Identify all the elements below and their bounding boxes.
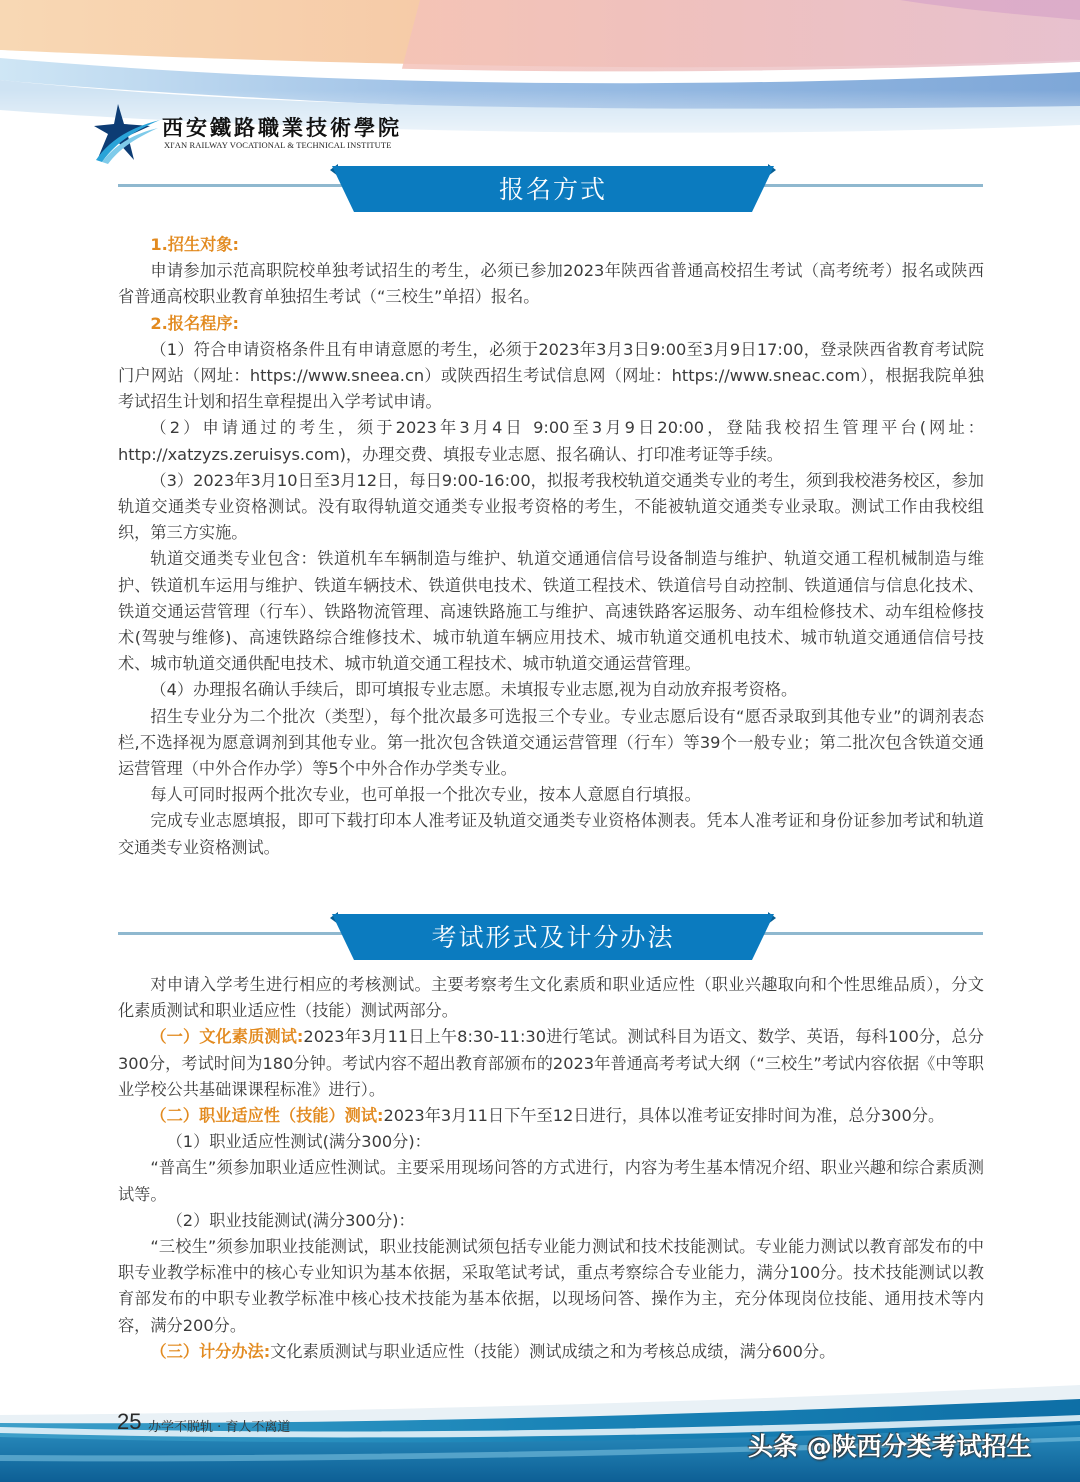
- section-ribbon: [330, 162, 776, 212]
- paragraph: 轨道交通类专业包含：铁道机车车辆制造与维护、轨道交通通信信号设备制造与维护、轨道交通工程机械制造与维护、铁道机车运用与维护、铁道车辆技术、铁道供电技术、铁道工程技术、铁道信号自动控制、铁道通信与信息化技术、铁道交通运营管理（行车）、铁路物流管理、高速铁路施工与维护、高速铁路客运服务、动车组检修技术、动车组检修技术(驾驶与维修)、高速铁路综合维修技术、城市轨道车辆应用技术、城市轨道交通机电技术、城市轨道交通通信信号技术、城市轨道交通供配电技术、城市轨道交通工程技术、城市轨道交通运营管理。: [118, 549, 984, 674]
- footer-slogan: 办学不脱轨 · 育人不离道: [148, 1420, 291, 1435]
- paragraph: “三校生”须参加职业技能测试，职业技能测试须包括专业能力测试和技术技能测试。专业能力测试以教育部发布的中职专业教学标准中的核心专业知识为基本依据，采取笔试考试，重点考察综合专业能力，满分100分。技术技能测试以教育部发布的中职专业教学标准中核心技术技能为基本依据，以现场问答、操作为主，充分体现岗位技能、通用技术等内容，满分200分。: [118, 1237, 984, 1335]
- paragraph: 申请参加示范高职院校单独考试招生的考生，必须已参加2023年陕西省普通高校招生考试（高考统考）报名或陕西省普通高校职业教育单独招生考试（“三校生”单招）报名。: [118, 261, 984, 307]
- page-number: 25: [117, 1409, 142, 1434]
- logo-english-name: XI'AN RAILWAY VOCATIONAL & TECHNICAL INSTITUTE: [164, 140, 392, 150]
- subheading-vocational-aptitude: （1）职业适应性测试(满分300分)：: [166, 1132, 431, 1152]
- section-title: 报名方式: [498, 175, 607, 204]
- source-watermark: 头条 @陕西分类考试招生: [748, 1432, 1032, 1461]
- paragraph: （2）申请通过的考生，须于2023年3月4日 9:00至3月9日20:00，登陆我校招生管理平台(网址：http://xatzyzs.zeruisys.com)，办理交费、填报专业志愿、报名确认、打印准考证等手续。: [118, 418, 984, 464]
- subheading-vocational-skill: （2）职业技能测试(满分300分)：: [166, 1210, 415, 1230]
- star-swoosh-icon: [92, 102, 162, 164]
- label-cultural-test: （一）文化素质测试:: [150, 1027, 304, 1047]
- logo-chinese-name: 西安鐵路職業技術學院: [162, 115, 402, 140]
- label-aptitude-test: （二）职业适应性（技能）测试:: [150, 1106, 384, 1126]
- paragraph-scoring-method: [118, 1339, 984, 1365]
- exam-format-content: [118, 972, 984, 1365]
- paragraph: （3）2023年3月10日至3月12日，每日9:00-16:00，拟报考我校轨道交通类专业的考生，须到我校港务校区，参加轨道交通类专业资格测试。没有取得轨道交通类专业报考资格的考生，不能被轨道交通类专业录取。测试工作由我校组织，第三方实施。: [118, 470, 984, 543]
- paragraph: “普高生”须参加职业适应性测试。主要采用现场问答的方式进行，内容为考生基本情况介绍、职业兴趣和综合素质测试等。: [118, 1158, 984, 1204]
- label-scoring-method: （三）计分办法:: [150, 1341, 271, 1361]
- text-scoring-method: 文化素质测试与职业适应性（技能）测试成绩之和为考核总成绩，满分600分。: [270, 1341, 836, 1361]
- paragraph: 招生专业分为二个批次（类型），每个批次最多可选报三个专业。专业志愿后设有“愿否录取到其他专业”的调剂表态栏,不选择视为愿意调剂到其他专业。第一批次包含铁道交通运营管理（行车）等39个一般专业；第二批次包含铁道交通运营管理（中外合作办学）等5个中外合作办学类专业。: [118, 706, 984, 779]
- paragraph: 每人可同时报两个批次专业，也可单报一个批次专业，按本人意愿自行填报。: [150, 785, 701, 805]
- school-logo: [92, 102, 402, 164]
- section-header-exam-format: [118, 910, 983, 960]
- subheading-admission-target: 1.招生对象:: [150, 235, 240, 254]
- paragraph: （4）办理报名确认手续后，即可填报专业志愿。未填报专业志愿,视为自动放弃报考资格。: [150, 680, 798, 700]
- paragraph-aptitude-test: [118, 1103, 984, 1129]
- section-header-registration: [118, 162, 983, 212]
- paragraph: 对申请入学考生进行相应的考核测试。主要考察考生文化素质和职业适应性（职业兴趣取向和个性思维品质），分文化素质测试和职业适应性（技能）测试两部分。: [118, 975, 984, 1021]
- text-aptitude-test: 2023年3月11日下午至12日进行，具体以准考证安排时间为准，总分300分。: [383, 1106, 945, 1126]
- paragraph: 完成专业志愿填报，即可下载打印本人准考证及轨道交通类专业资格体测表。凭本人准考证和身份证参加考试和轨道交通类专业资格测试。: [118, 811, 984, 857]
- registration-content: [118, 232, 984, 861]
- paragraph: （1）符合申请资格条件且有申请意愿的考生，必须于2023年3月3日9:00至3月9日17:00，登录陕西省教育考试院门户网站（网址：https://www.sneea.cn）或陕西招生考试信息网（网址：https://www.sneac.com），根据我院单独考试招生计划和招生章程提出入学考试申请。: [118, 339, 984, 412]
- text-cultural-test: 2023年3月11日上午8:30-11:30进行笔试。测试科目为语文、数学、英语，每科100分，总分300分，考试时间为180分钟。考试内容不超出教育部颁布的2023年普通高考考试大纲（“三校生”考试内容依据《中等职业学校公共基础课课程标准》进行）。: [118, 1027, 984, 1099]
- paragraph-cultural-test: [118, 1024, 984, 1103]
- section-ribbon: [330, 910, 776, 960]
- section-title: 考试形式及计分办法: [431, 923, 675, 952]
- subheading-registration-procedure: 2.报名程序:: [150, 313, 240, 333]
